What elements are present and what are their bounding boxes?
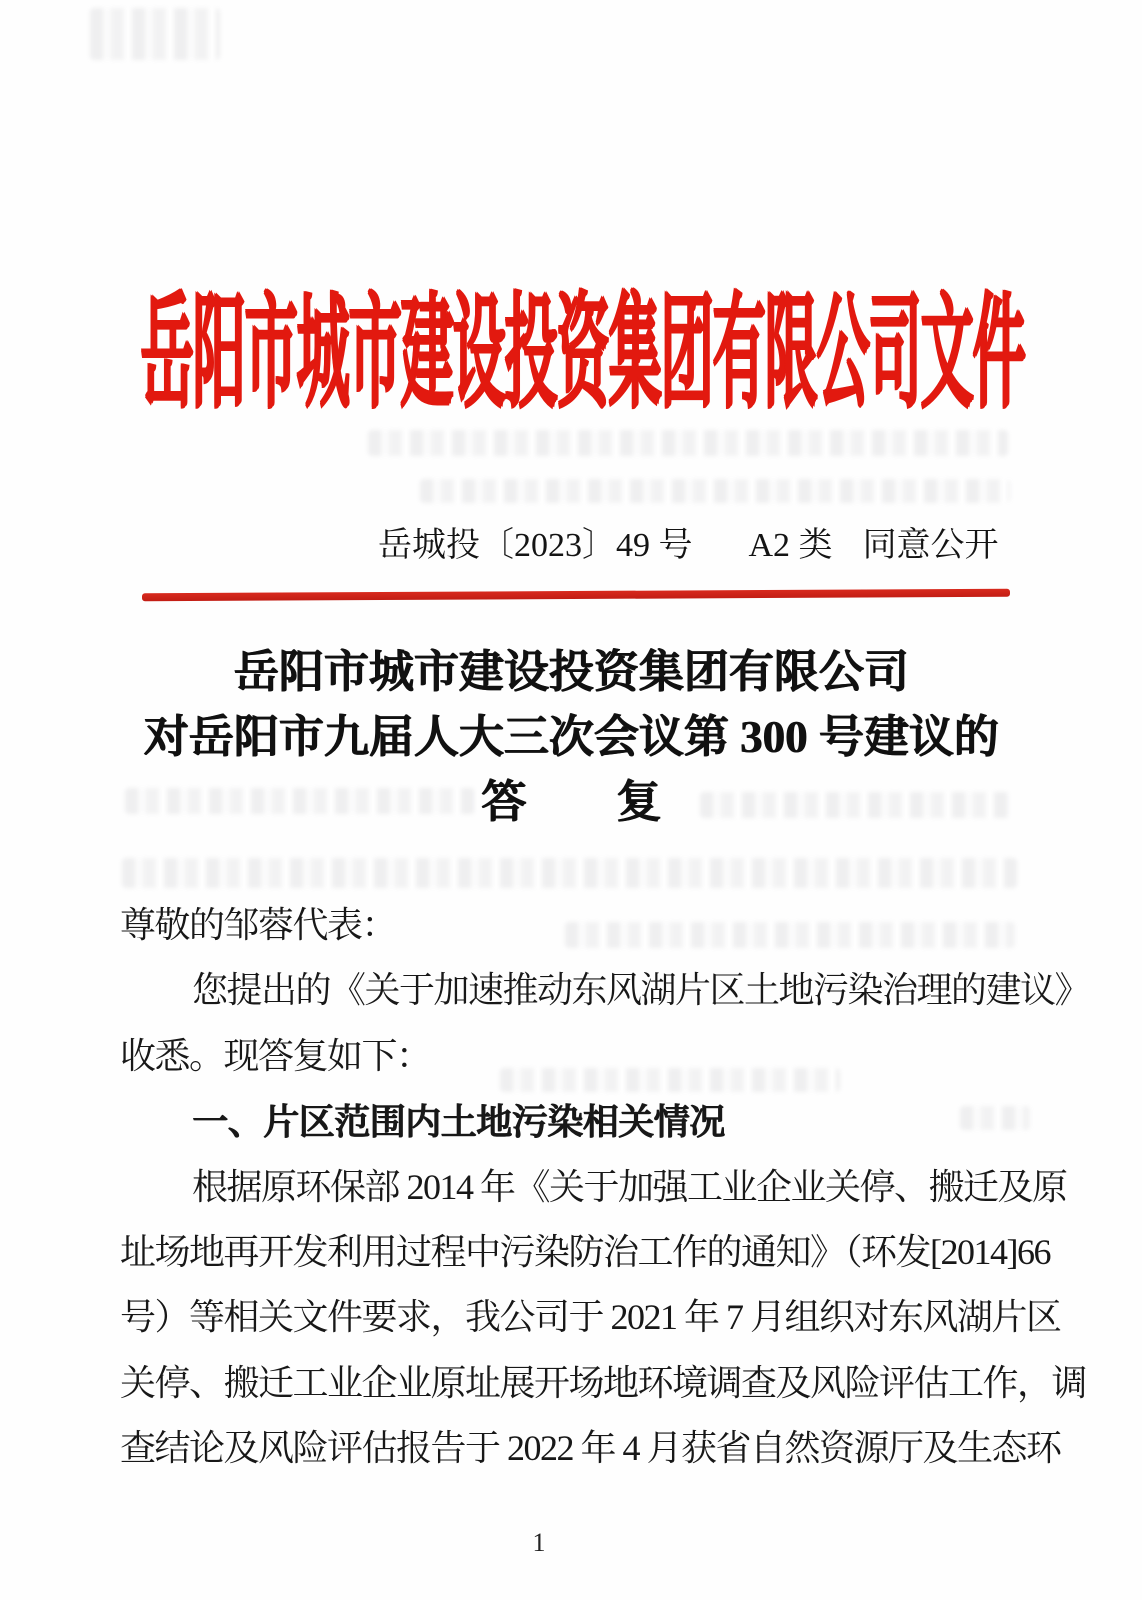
doc-number-row xyxy=(378,524,999,568)
bleed-through-artifact xyxy=(368,430,1008,456)
body-line: 号）等相关文件要求，我公司于 2021 年 7 月组织对东风湖片区 xyxy=(120,1297,1061,1338)
body-line: 查结论及风险评估报告于 2022 年 4 月获省自然资源厅及生态环 xyxy=(120,1428,1061,1469)
bleed-through-artifact xyxy=(122,858,1017,888)
document-title-line-2: 对岳阳市九届人大三次会议第 300 号建议的 xyxy=(143,712,999,762)
salutation: 尊敬的邹蓉代表： xyxy=(120,905,397,945)
section-heading: 一、片区范围内土地污染相关情况 xyxy=(192,1101,725,1143)
red-separator-line xyxy=(142,589,1010,602)
bleed-through-artifact xyxy=(420,479,1010,503)
body-line: 您提出的《关于加速推动东风湖片区土地污染治理的建议》 xyxy=(192,970,1090,1011)
doc-number: 岳城投〔2023〕49 号 xyxy=(378,527,693,564)
body-line: 根据原环保部 2014 年《关于加强工业企业关停、搬迁及原 xyxy=(192,1166,1067,1207)
red-header-banner: 岳阳市城市建设投资集团有限公司文件 xyxy=(140,286,1024,424)
bleed-through-artifact xyxy=(90,8,220,60)
doc-publicity-status: 同意公开 xyxy=(862,527,999,564)
document-title-line-1: 岳阳市城市建设投资集团有限公司 xyxy=(233,647,909,697)
body-line: 收悉。现答复如下： xyxy=(120,1035,431,1076)
body-line: 关停、搬迁工业企业原址展开场地环境调查及风险评估工作，调 xyxy=(120,1362,1087,1403)
document-body xyxy=(120,893,1090,1482)
body-line: 址场地再开发利用过程中污染防治工作的通知》（环发[2014]66 xyxy=(120,1231,1050,1272)
page-number: 1 xyxy=(532,1528,546,1557)
document-title-line-3: 答 复 xyxy=(480,777,661,827)
doc-class-label: A2 类 xyxy=(748,527,833,564)
